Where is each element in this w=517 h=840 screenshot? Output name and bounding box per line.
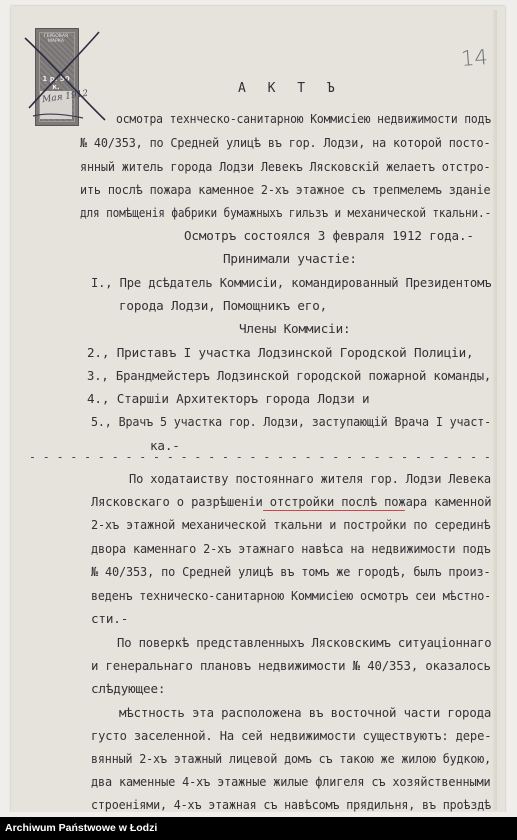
text-line: Принимали участiе: [223, 251, 357, 266]
text-line: 4., Старшiи Архитекторъ города Лодзи и [87, 391, 370, 406]
text-line: I., Пре дсѣдатель Коммисiи, командированный Президентомъ [91, 275, 492, 290]
text-line: Члены Коммисiи: [239, 321, 351, 336]
text-line: мѣстность эта расположена въ восточной части города [119, 705, 492, 720]
dashed-separator-text: - - - - - - - - - - - - - - - - - - - - - - - - - - - - - - - - - - [29, 449, 491, 464]
text-line: и генеральнаго плановъ недвижимости № 40/353, оказалось [91, 658, 491, 673]
text-line: для помѣщенiя фабрики бумажныхъ гильзъ и механической ткальни.- [80, 205, 492, 220]
stamp-header-text: ГЕРБОВАЯ МАРКА [43, 34, 69, 44]
stamp-cancellation-area [40, 88, 89, 119]
text-line: строенiями, 4-хъ этажная съ навѣсомъ прядильня, въ проѣздѣ [91, 797, 492, 812]
text-line: № 40/353, по Средней улицѣ въ гор. Лодзи, на которой посто- [80, 135, 491, 150]
archive-footer-bar [0, 817, 517, 840]
text-line: ить послѣ пожара каменное 2-хъ этажное съ трепмелемъ зданiе [80, 182, 491, 197]
stamp-value-text: 1 р. 50 к. [42, 75, 70, 91]
text-line: 5., Врачъ 5 участка гор. Лодзи, заступающiй Врача I участ- [91, 414, 492, 429]
text-line: города Лодзи, Помощникъ его, [119, 298, 328, 313]
text-line: № 40/353, по Средней улицѣ въ томъ же городѣ, былъ произ- [91, 564, 491, 579]
text-line: слѣдующее: [91, 681, 166, 696]
archive-page-number: 14 [460, 45, 489, 71]
page-edge [493, 10, 497, 810]
text-line: 2., Приставъ I участка Лодзинской Городской Полицiи, [87, 345, 474, 360]
text-line: осмотра технческо-санитарною Коммисiею недвижимости подъ [116, 111, 491, 126]
text-line: вянный 2-хъ этажный лицевой домъ съ такою же жилою будкою, [91, 751, 492, 766]
text-line: По поверкѣ представленныхъ Лясковскимъ ситуацiоннаго [117, 635, 492, 650]
stamp-handwritten-date: Мая 1912 [41, 88, 89, 106]
revenue-stamp [35, 28, 89, 126]
text-line: 3., Брандмейстеръ Лодзинской городской пожарной команды, [87, 368, 492, 383]
text-line: сти.- [91, 611, 129, 626]
text-line: По ходатаиству постояннаго жителя гор. Лодзи Левека [129, 471, 491, 486]
document-page [11, 6, 505, 812]
text-line: янный житель города Лодзи Левекъ Лясковскiй желаетъ отстро- [80, 159, 491, 174]
text-line: веденъ техническо-санитарною Коммисiею осмотръ сеи мѣстно- [91, 588, 492, 603]
text-line: двора каменнаго 2-хъ этажнаго навѣса на недвижимости подъ [91, 541, 491, 556]
text-line: ка.- [150, 438, 180, 453]
red-pencil-underline [263, 510, 405, 511]
document-title: А К Т Ъ [238, 81, 342, 96]
text-line: 2-хъ этажной механической ткальни и постройки по серединѣ [91, 517, 491, 532]
text-line: густо заселенной. На сей недвижимости существуютъ: дере- [91, 728, 492, 743]
text-line: Осмотръ состоялся 3 февраля 1912 года.- [184, 228, 474, 243]
archive-footer-label: Archiwum Państwowe w Łodzi [5, 822, 158, 834]
text-line: Лясковскаго о разрѣшенiи отстройки послѣ пожара каменной [91, 494, 492, 509]
text-line: два каменные 4-хъ этажные жилые флигеля съ хозяйственными [91, 774, 491, 789]
